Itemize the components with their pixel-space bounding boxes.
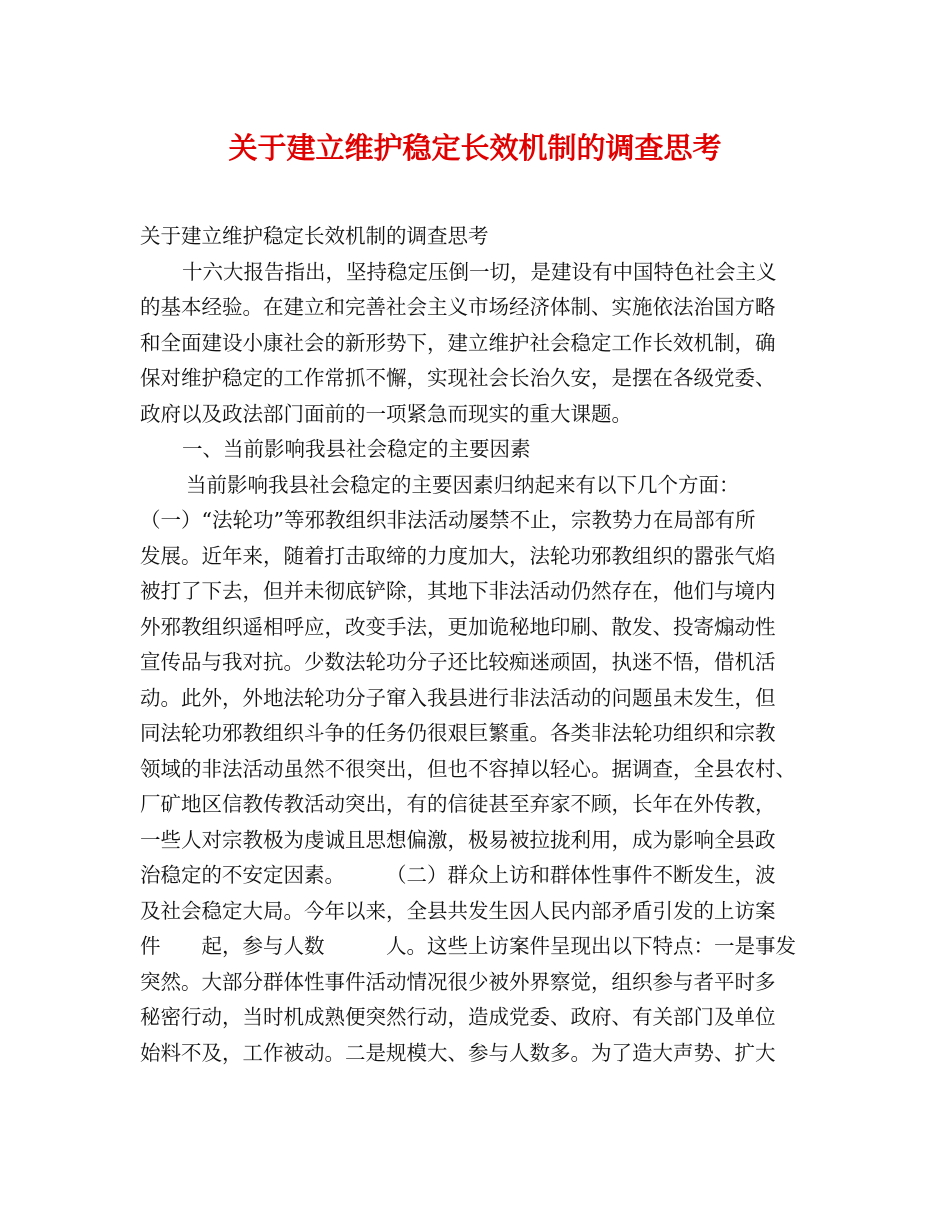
body-line: 保对维护稳定的工作常抓不懈，实现社会长治久安，是摆在各级党委、 [140,366,776,390]
body-line: 外邪教组织遥相呼应，改变手法，更加诡秘地印刷、散发、投寄煽动性 [140,614,776,639]
body-line: 被打了下去，但并未彻底铲除，其地下非法活动仍然存在，他们与境内 [140,579,776,603]
body-line: 宣传品与我对抗。少数法轮功分子还比较痴迷顽固，执迷不悟，借机活 [140,650,776,674]
section-heading: 一、当前影响我县社会稳定的主要因素 [182,437,531,461]
body-line: 同法轮功邪教组织斗争的任务仍很艰巨繁重。各类非法轮功组织和宗教 [140,721,776,745]
body-line: 始料不及，工作被动。二是规模大、参与人数多。为了造大声势、扩大 [140,1040,776,1065]
body-line: 厂矿地区信教传教活动突出，有的信徒甚至弃家不顾，长年在外传教， [140,792,776,816]
body-line: 及社会稳定大局。今年以来，全县共发生因人民内部矛盾引发的上访案 [140,898,776,923]
body-line: 政府以及政法部门面前的一项紧急而现实的重大课题。 [140,401,632,426]
body-line: 关于建立维护稳定长效机制的调查思考 [140,224,489,248]
document-title: 关于建立维护稳定长效机制的调查思考 [228,131,722,165]
body-line: 和全面建设小康社会的新形势下，建立维护社会稳定工作长效机制，确 [140,330,776,355]
body-line: 发展。近年来，随着打击取缔的力度加大，法轮功邪教组织的嚣张气焰 [140,543,776,568]
body-line: 当前影响我县社会稳定的主要因素归纳起来有以下几个方面： [186,472,740,497]
body-line: 一些人对宗教极为虔诚且思想偏激，极易被拉拢利用，成为影响全县政 [140,827,776,852]
body-line: 件 起，参与人数 人。这些上访案件呈现出以下特点：一是事发 [140,934,796,958]
body-line: 动。此外，外地法轮功分子窜入我县进行非法活动的问题虽未发生，但 [140,685,776,710]
body-line: 领域的非法活动虽然不很突出，但也不容掉以轻心。据调查，全县农村、 [140,756,796,781]
body-line: 突然。大部分群体性事件活动情况很少被外界察觉，组织参与者平时多 [140,969,776,994]
body-line: 治稳定的不安定因素。 （二）群众上访和群体性事件不断发生，波 [140,863,776,887]
body-line: （一）“法轮功”等邪教组织非法活动屡禁不止，宗教势力在局部有所 [140,508,756,532]
document-body [140,219,820,1071]
body-line: 十六大报告指出，坚持稳定压倒一切，是建设有中国特色社会主义 [182,259,777,284]
body-line: 秘密行动，当时机成熟便突然行动，造成党委、政府、有关部门及单位 [140,1005,776,1029]
body-line: 的基本经验。在建立和完善社会主义市场经济体制、实施依法治国方略 [140,295,776,319]
